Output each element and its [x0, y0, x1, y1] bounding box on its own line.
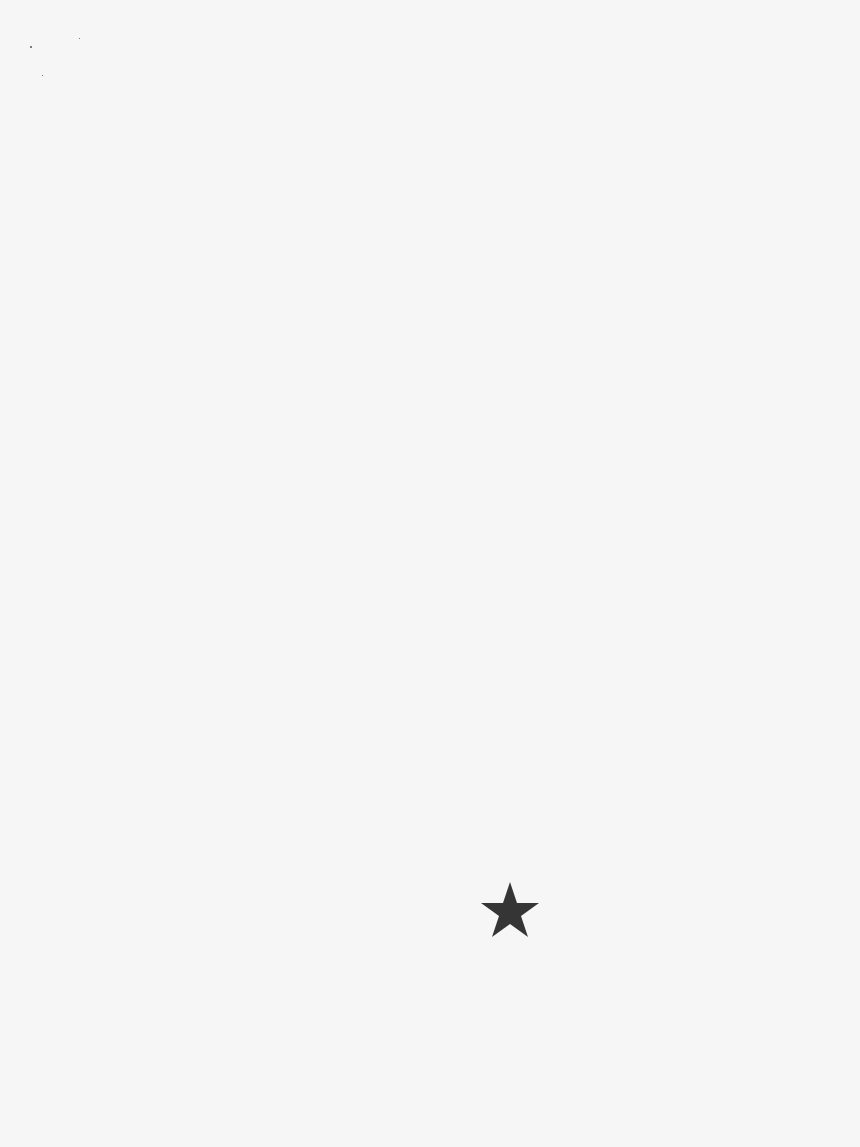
hotel-seal-stamp — [426, 826, 594, 994]
seal-star — [481, 882, 539, 937]
